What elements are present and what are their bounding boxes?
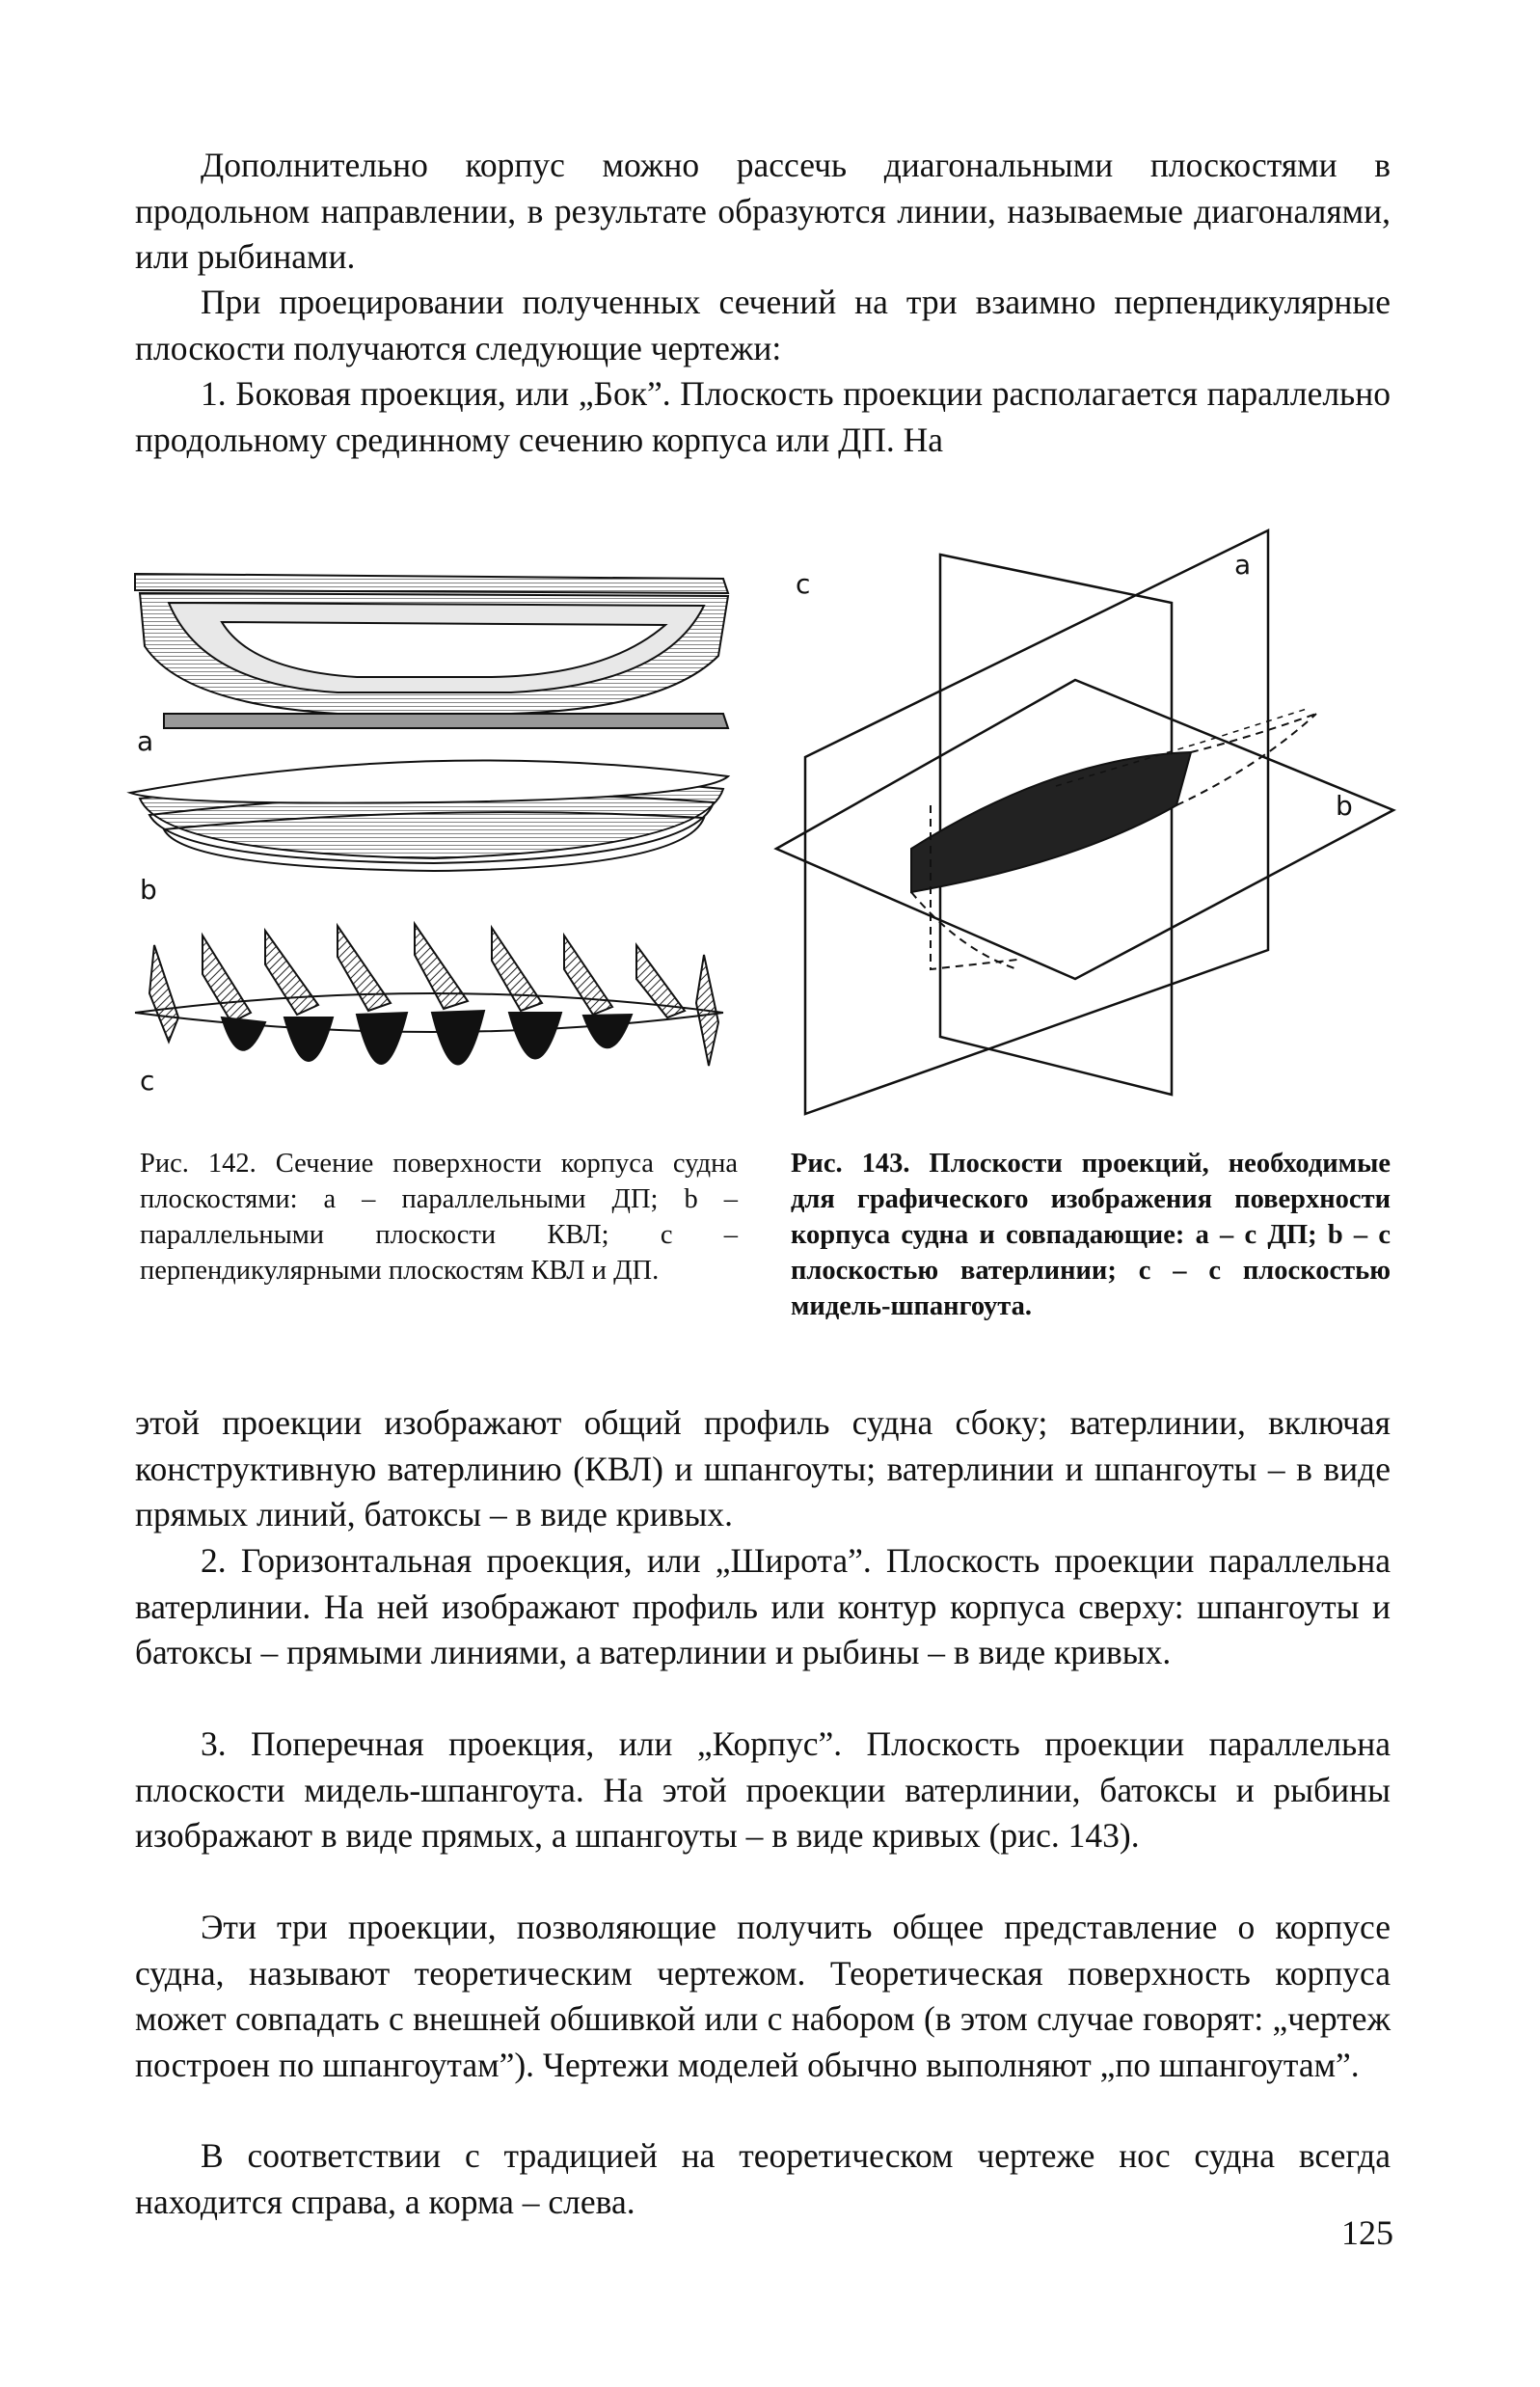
paragraph-diagonals: Дополнительно корпус можно рассечь диагональными плоскостями в продольном направлении, в результате образуются линии, называемые диагоналями, или рыбинами. bbox=[135, 146, 1391, 276]
figure-142-label-b: b bbox=[140, 874, 157, 906]
figure-143-caption: Рис. 143. Плоскости проекций, необходимые для графического изображения поверхности корпуса судна и совпадающие: a – с ДП; b – с плоскостью ватерлинии; c – с плоскостью мидель-шпангоута. bbox=[791, 1149, 1391, 1321]
paragraph-transverse-projection: 3. Поперечная проекция, или „Корпус”. Плоскость проекции параллельна плоскости мидель-шпангоута. На этой проекции ватерлинии, батоксы и рыбины изображают в виде прямых, а шпангоуты – в виде кривых (рис. 143). bbox=[135, 1724, 1391, 1855]
ship-hull-model bbox=[911, 709, 1316, 969]
paragraph-bow-stern-tradition: В соответствии с традицией на теоретическом чертеже нос судна всегда находится справа, а корма – слева. bbox=[135, 2136, 1391, 2221]
figure-142-label-a: a bbox=[137, 725, 154, 757]
figure-142-caption: Рис. 142. Сечение поверхности корпуса судна плоскостями: a – параллельными ДП; b – параллельными плоскости КВЛ; c – перпендикулярными плоскостям КВЛ и ДП. bbox=[140, 1149, 738, 1286]
figure-143-label-c: c bbox=[796, 568, 811, 600]
figure-142-label-c: c bbox=[140, 1065, 155, 1097]
hull-transverse-sections bbox=[135, 924, 723, 1066]
paragraph-horizontal-projection: 2. Горизонтальная проекция, или „Широта”. Плоскость проекции параллельна ватерлинии. На ней изображают профиль или контур корпуса сверху: шпангоуты и батоксы – прямыми линиями, а ватерлинии и рыбины – в виде кривых. bbox=[135, 1541, 1391, 1671]
hull-longitudinal-sections bbox=[135, 574, 728, 728]
paragraph-theoretical-drawing: Эти три проекции, позволяющие получить общее представление о корпусе судна, называют теоретическим чертежом. Теоретическая поверхность корпуса может совпадать с внешней обшивкой или с набором (в этом случае говорят: „чертеж построен по шпангоутам”). Чертежи моделей обычно выполняют „по шпангоутам”. bbox=[135, 1908, 1391, 2084]
hull-waterline-sections bbox=[130, 761, 728, 871]
paragraph-side-projection: 1. Боковая проекция, или „Бок”. Плоскость проекции располагается параллельно продольному срединному сечению корпуса или ДП. На bbox=[135, 374, 1391, 459]
figure-143-label-b: b bbox=[1336, 790, 1353, 822]
figure-142-hull-sections bbox=[125, 540, 743, 1128]
page-number: 125 bbox=[1341, 2213, 1393, 2252]
paragraph-side-projection-continued: этой проекции изображают общий профиль судна сбоку; ватерлинии, включая конструктивную ватерлинию (КВЛ) и шпангоуты; ватерлинии и шпангоуты – в виде прямых линий, батоксы – в виде кривых. bbox=[135, 1403, 1391, 1533]
paragraph-projections-intro: При проецировании полученных сечений на три взаимно перпендикулярные плоскости получаются следующие чертежи: bbox=[135, 283, 1391, 367]
figure-143-projection-planes bbox=[767, 516, 1403, 1128]
figure-143-label-a: a bbox=[1234, 549, 1252, 581]
